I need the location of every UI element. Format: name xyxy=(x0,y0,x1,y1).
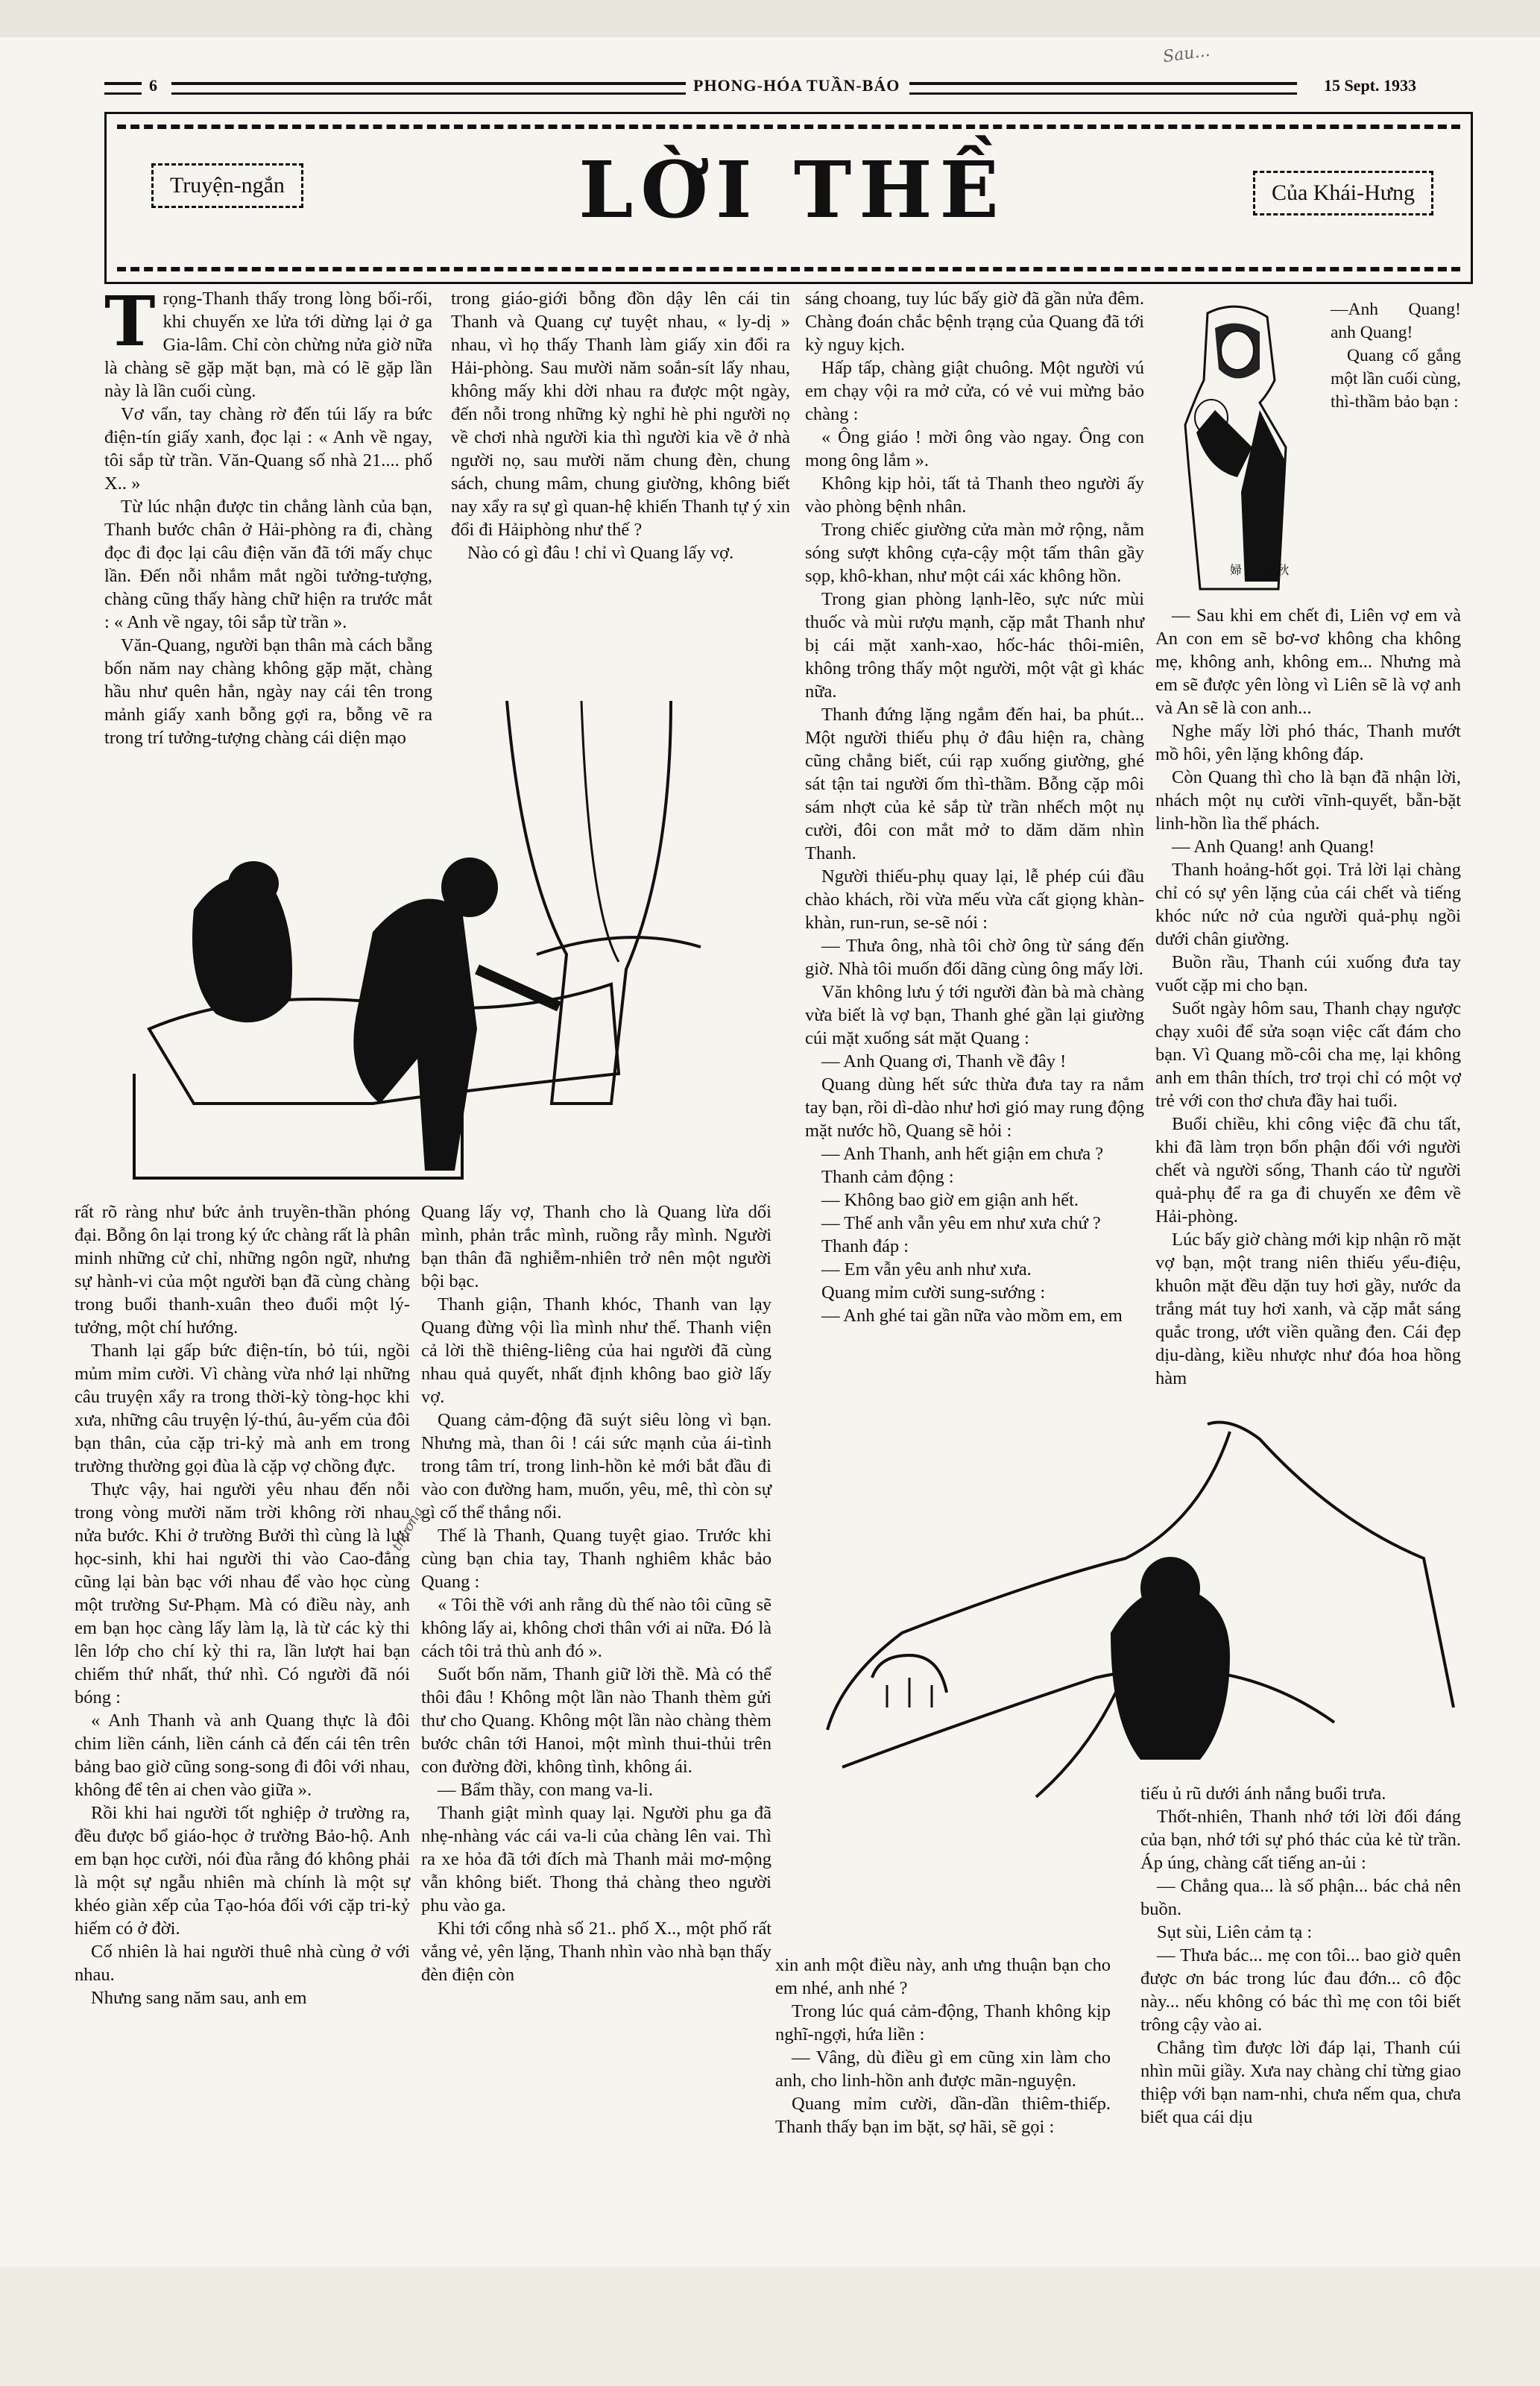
column-2-top xyxy=(451,287,790,564)
paragraph: tiếu ủ rũ dưới ánh nắng buổi trưa. xyxy=(1140,1784,1386,1804)
paragraph: Từ lúc nhận được tin chẳng lành của bạn, Thanh bước chân ở Hải-phòng ra đi, chàng đọc đi đọc lại câu điện văn đã tới mấy chục lần. Đến nỗi nhắm mắt ngồi tưởng-tượng, chàng cũng thấy hàng chữ hiện ra trước mắt : « Anh về ngay, tôi sắp từ trần ». xyxy=(104,497,432,632)
paragraph: Chẳng tìm được lời đáp lại, Thanh cúi nhìn mũi giầy. Xưa nay chàng chỉ từng giao thiệp với bạn nam-nhi, chưa nếm qua, chưa biết qua cái dịu xyxy=(1140,2038,1461,2127)
page-number: 6 xyxy=(149,76,157,95)
paragraph: Thế là Thanh, Quang tuyệt giao. Trước khi cùng bạn chia tay, Thanh nghiêm khắc bảo Quang : xyxy=(421,1526,771,1592)
story-title: LỜI THỀ xyxy=(578,144,1006,236)
paragraph: Buổi chiều, khi công việc đã chu tất, khi đã làm trọn bổn phận đối với người chết và người sống, Thanh cáo từ người quả-phụ để ra ga đi chuyến xe đêm về Hải-phòng. xyxy=(1155,1114,1461,1227)
page-top-edge xyxy=(0,0,1540,37)
paragraph: rất rõ ràng như bức ảnh truyền-thần phóng đại. Bỗng ôn lại trong ký ức chàng rất là phân minh những cử chỉ, những ngôn ngữ, nhưng sự hành-vi của một người bạn đã cùng chàng trong buổi thanh-xuân theo đuổi một lý-tưởng, một chí hướng. xyxy=(75,1202,410,1338)
paragraph: Quang cố gắng một lần cuối cùng, thì-thầm bảo bạn : xyxy=(1331,346,1461,412)
paragraph: Thanh đứng lặng ngắm đến hai, ba phút... Một người thiếu phụ ở đâu hiện ra, chàng cũng chẳng biết, cúi rạp xuống giường, ghé sát tận tai người ốm thì-thầm. Bỗng cặp môi sám nhợt của kẻ sắp từ trần nhếch một nụ cười, đôi con mắt mở to dăm dăm nhìn Thanh. xyxy=(805,705,1144,863)
column-4-top-narrow xyxy=(1331,298,1461,414)
couple-illustration xyxy=(812,1409,1468,1827)
paragraph: Suốt bốn năm, Thanh giữ lời thề. Mà có thể thôi đâu ! Không một lần nào Thanh thèm gửi thư cho Quang. Không một lần nào chàng thèm bước chân tới Hanoi, một mình thui-thủi trên con đường đời, không tình, không ái. xyxy=(421,1664,771,1777)
paragraph: Vơ vẩn, tay chàng rờ đến túi lấy ra bức điện-tín giấy xanh, đọc lại : « Anh về ngay, tôi sắp từ trần. Văn-Quang số nhà 21.... phố X.. » xyxy=(104,404,432,494)
paragraph: « Ông giáo ! mời ông vào ngay. Ông con mong ông lắm ». xyxy=(805,427,1144,470)
running-head xyxy=(104,72,1446,101)
paragraph: — Vâng, dù điều gì em cũng xin làm cho anh, cho linh-hồn anh được mãn-nguyện. xyxy=(775,2047,1111,2091)
column-1-bottom xyxy=(75,1200,410,2009)
paragraph: — Em vẫn yêu anh như xưa. xyxy=(821,1259,1032,1279)
publication-name: PHONG-HÓA TUẦN-BÁO xyxy=(693,76,900,95)
paragraph: Còn Quang thì cho là bạn đã nhận lời, nhách một nụ cười vĩnh-quyết, bẵn-bặt linh-hồn lìa thể phách. xyxy=(1155,767,1461,834)
paragraph: sáng choang, tuy lúc bấy giờ đã gần nửa đêm. Chàng đoán chắc bệnh trạng của Quang đã tới kỳ nguy kịch. xyxy=(805,289,1144,355)
handwritten-margin-note: thương xyxy=(389,1504,427,1554)
paragraph: Người thiếu-phụ quay lại, lễ phép cúi đầu chào khách, rồi vừa mếu vừa cất giọng khàn-khàn, run-run, se-sẽ nói : xyxy=(805,866,1144,933)
paragraph: — Thưa bác... mẹ con tôi... bao giờ quên được ơn bác trong lúc đau đớn... cô độc này... nếu không có bác thì mẹ con tôi biết trông cậy vào ai. xyxy=(1140,1945,1461,2035)
paragraph: Trong chiếc giường cửa màn mở rộng, nằm sóng sượt không cựa-cậy một tấm thân gầy sọp, khô-khan, như một cái xác không hồn. xyxy=(805,520,1144,586)
paragraph: — Anh Thanh, anh hết giận em chưa ? xyxy=(821,1144,1104,1164)
paragraph: Trong gian phòng lạnh-lẽo, sực nức mùi thuốc và mùi rượu mạnh, cặp mắt Thanh như bị cái mặt xanh-xao, hốc-hác thôi-miên, không trông thấy một người, một vật gì khác nữa. xyxy=(805,589,1144,702)
paragraph: Không kịp hỏi, tất tả Thanh theo người ấy vào phòng bệnh nhân. xyxy=(805,473,1144,517)
paragraph: Thanh lại gấp bức điện-tín, bỏ túi, ngồi mủm mỉm cười. Vì chàng vừa nhớ lại những câu truyện xẩy ra trong thời-kỳ tòng-học khi xưa, những câu truyện lý-thú, âu-yếm của đôi bạn thân, của cặp tri-kỷ mà anh em trong trường thường gọi đùa là cặp vợ chồng đực. xyxy=(75,1341,410,1476)
paragraph: Khi tới cổng nhà số 21.. phố X.., một phố rất vắng vẻ, yên lặng, Thanh nhìn vào nhà bạn thấy đèn điện còn xyxy=(421,1918,771,1985)
handwritten-top-note: Sau... xyxy=(1161,41,1211,67)
seal-text: 婦 香 梧 秋 xyxy=(1230,563,1290,577)
issue-date: 15 Sept. 1933 xyxy=(1323,76,1416,95)
paragraph: — Thưa ông, nhà tôi chờ ông từ sáng đến giờ. Nhà tôi muốn đối dãng cùng ông mấy lời. xyxy=(805,936,1144,979)
paragraph: Cố nhiên là hai người thuê nhà cùng ở với nhau. xyxy=(75,1942,410,1985)
rule-left xyxy=(104,82,142,95)
paragraph: Sụt sùi, Liên cảm tạ : xyxy=(1157,1922,1313,1942)
column-3-bottom xyxy=(775,1954,1111,2138)
paragraph: Rồi khi hai người tốt nghiệp ở trường ra, đều được bổ giáo-học ở trường Bảo-hộ. Anh em bạn học cười, nói đùa rằng đó không phải là một sự ngẫu nhiên mà chính là một sự khéo giàn xếp của Tạo-hóa đối với cặp tri-kỷ hiếm có ở đời. xyxy=(75,1803,410,1939)
paragraph: Suốt ngày hôm sau, Thanh chạy ngược chạy xuôi để sửa soạn việc cất đám cho bạn. Vì Quang mồ-côi cha mẹ, lại không anh em thân thích, trơ trọi chỉ có một vợ trẻ với con thơ chưa đầy hai tuổi. xyxy=(1155,998,1461,1111)
column-3-top xyxy=(805,287,1144,1327)
paragraph: — Chẳng qua... là số phận... bác chả nên buồn. xyxy=(1140,1876,1461,1919)
paragraph: Hấp tấp, chàng giật chuông. Một người vú em chạy vội ra mở cửa, có vẻ vui mừng bảo chàng : xyxy=(805,358,1144,424)
paragraph: Nào có gì đâu ! chỉ vì Quang lấy vợ. xyxy=(467,543,734,563)
paragraph: Quang cảm-động đã suýt siêu lòng vì bạn. Nhưng mà, than ôi ! cái sức mạnh của ái-tình trong tâm trí, trong linh-hồn kẻ mới bắt đầu đi vào con đường ham, muốn, yêu, mê, thì còn sự gì cố thể thắng nổi. xyxy=(421,1410,771,1523)
paragraph: — Bẩm thầy, con mang va-li. xyxy=(438,1780,653,1800)
mother-child-illustration xyxy=(1155,298,1319,596)
column-4-bottom xyxy=(1140,1782,1461,2129)
paragraph: — Sau khi em chết đi, Liên vợ em và An con em sẽ bơ-vơ không cha không mẹ, không anh, không em... Nhưng mà em sẽ được yên lòng vì Liên sẽ là vợ anh và An sẽ là con anh... xyxy=(1155,605,1461,718)
genre-label: Truyện-ngắn xyxy=(151,163,303,208)
paragraph: —Anh Quang! anh Quang! xyxy=(1331,300,1461,342)
title-box xyxy=(104,112,1473,284)
column-1-top xyxy=(104,281,432,749)
paragraph: Buồn rầu, Thanh cúi xuống đưa tay vuốt cặp mi cho bạn. xyxy=(1155,952,1461,995)
paragraph: — Anh Quang ơi, Thanh về đây ! xyxy=(821,1051,1067,1071)
paragraph: — Anh Quang! anh Quang! xyxy=(1172,837,1375,857)
paragraph: Văn không lưu ý tới người đàn bà mà chàng vừa biết là vợ bạn, Thanh ghé gần lại giường cúi mặt xuống sát mặt Quang : xyxy=(805,982,1144,1048)
paragraph: « Tôi thề với anh rằng dù thế nào tôi cũng sẽ không lấy ai, không chơi thân với ai nữa. Đó là cách tôi trả thù anh đó ». xyxy=(421,1595,771,1661)
paragraph: trong giáo-giới bỗng đồn dậy lên cái tin Thanh và Quang cự tuyệt nhau, « ly-dị » nhau, vì họ thấy Thanh làm giấy xin đổi ra Hải-phòng. Sau mười năm soắn-sít lấy nhau, không mấy khi dời nhau ra được một ngày, đến nỗi trong những kỳ nghỉ hè phi người nọ về chơi nhà người kia thì người kia về ở nhà người nọ, sau mười năm chung đèn, chung sách, chung mâm, chung giường, không biết nay xẩy ra sự gì quan-hệ khiến Thanh tự ý xin đổi đi Hảiphòng như thế ? xyxy=(451,289,790,540)
paragraph: Quang mỉm cười, dần-dần thiêm-thiếp. Thanh thấy bạn im bặt, sợ hãi, sẽ gọi : xyxy=(775,2094,1111,2137)
page-bottom-edge xyxy=(0,2267,1540,2386)
paragraph: Nhưng sang năm sau, anh em xyxy=(91,1988,307,2008)
paragraph: Văn-Quang, người bạn thân mà cách bẵng bốn năm nay chàng không gặp mặt, chàng hầu như quên hẳn, ngày nay cái tên trong mảnh giấy xanh bỗng gợi ra, bỗng vẽ ra trong trí tưởng-tượng chàng cái diện mạo xyxy=(104,635,432,748)
paragraph: Quang mỉm cười sung-sướng : xyxy=(821,1282,1046,1303)
paragraph: — Anh ghé tai gần nữa vào mồm em, em xyxy=(821,1306,1123,1326)
paragraph: Thanh giận, Thanh khóc, Thanh van lạy Quang đừng vội lìa mình như thế. Thanh viện cả lời thề thiêng-liêng của hai người đã cùng nhau quả quyết, nhất định không bao giờ lấy vợ. xyxy=(421,1294,771,1407)
paragraph: Trong lúc quá cảm-động, Thanh không kịp nghĩ-ngợi, hứa liền : xyxy=(775,2001,1111,2045)
paragraph: — Không bao giờ em giận anh hết. xyxy=(821,1190,1079,1210)
paragraph: Quang lấy vợ, Thanh cho là Quang lừa dối mình, phản trắc mình, ruồng rẫy mình. Người bạn thân đã nghiễm-nhiên trở nên một người bội bạc. xyxy=(421,1202,771,1291)
paragraph: Thanh đáp : xyxy=(821,1236,909,1256)
paragraph: rọng-Thanh thấy trong lòng bối-rối, khi chuyến xe lửa tới dừng lại ở ga Gia-lâm. Chỉ còn chừng nửa giờ nữa là chàng sẽ gặp mặt bạn, mà có lẽ gặp lần này là lần cuối cùng. xyxy=(104,289,432,401)
paragraph: Thanh cảm động : xyxy=(821,1167,954,1187)
paragraph: — Thế anh vẫn yêu em như xưa chứ ? xyxy=(821,1213,1101,1233)
bedside-illustration xyxy=(104,686,798,1193)
column-4-top xyxy=(1155,604,1461,1390)
rule-mid-left xyxy=(171,82,686,95)
paragraph: Lúc bấy giờ chàng mới kịp nhận rõ mặt vợ bạn, một trang niên thiếu yểu-điệu, khuôn mặt đều dặn tuy hơi gầy, nước da trắng mát tuy hơi xanh, và cặp mắt sáng quắc trong, ướt viền quầng đen. Cái đẹp dịu-dàng, kiều nhược như đóa hoa hồng hàm xyxy=(1155,1230,1461,1388)
paragraph: Thực vậy, hai người yêu nhau đến nỗi trong vòng mười năm trời không rời nhau nửa bước. Khi ở trường Bưởi thì cùng là lưu học-sinh, khi hai người thi vào Cao-đẳng cũng lại bàn bạc với nhau để vào học cùng một trường Sư-Phạm. Mà có điều này, anh em bạn học càng lấy làm lạ, là từ các kỳ thi lên lớp cho chí kỳ thi ra, lần lượt hai bạn chiếm thứ nhất, thứ nhì. Có người đã nói bóng : xyxy=(75,1479,410,1707)
paragraph: Nghe mấy lời phó thác, Thanh mướt mồ hôi, yên lặng không đáp. xyxy=(1155,721,1461,764)
author-label: Của Khái-Hưng xyxy=(1253,171,1433,215)
paragraph: « Anh Thanh và anh Quang thực là đôi chim liền cánh, liền cánh cả đến cái tên trên bảng bao giờ cũng song-song đi đôi với nhau, không để tên ai chen vào giữa ». xyxy=(75,1710,410,1800)
paragraph: Thốt-nhiên, Thanh nhớ tới lời đối đáng của bạn, nhớ tới sự phó thác của kẻ từ trần. Áp úng, chàng cất tiếng an-ủi : xyxy=(1140,1807,1461,1873)
paragraph: Thanh hoảng-hốt gọi. Trả lời lại chàng chỉ có sự yên lặng của cái chết và tiếng khóc nức nở của người quả-phụ ngồi dưới chân giường. xyxy=(1155,860,1461,949)
rule-mid-right xyxy=(909,82,1297,95)
paragraph: Thanh giật mình quay lại. Người phu ga đã nhẹ-nhàng vác cái va-li của chàng lên vai. Thì ra xe hỏa đã tới đích mà Thanh mải mơ-mộng vẫn không biết. Thong thả chàng theo người phu vào ga. xyxy=(421,1803,771,1916)
paragraph: Quang dùng hết sức thừa đưa tay ra nắm tay bạn, rồi dì-dào như hơi gió may rung động mặt nước hồ, Quang sẽ hỏi : xyxy=(805,1074,1144,1141)
paragraph: xin anh một điều này, anh ưng thuận bạn cho em nhé, anh nhé ? xyxy=(775,1955,1111,1998)
column-2-bottom xyxy=(421,1200,771,1986)
drop-cap: T xyxy=(104,281,156,362)
